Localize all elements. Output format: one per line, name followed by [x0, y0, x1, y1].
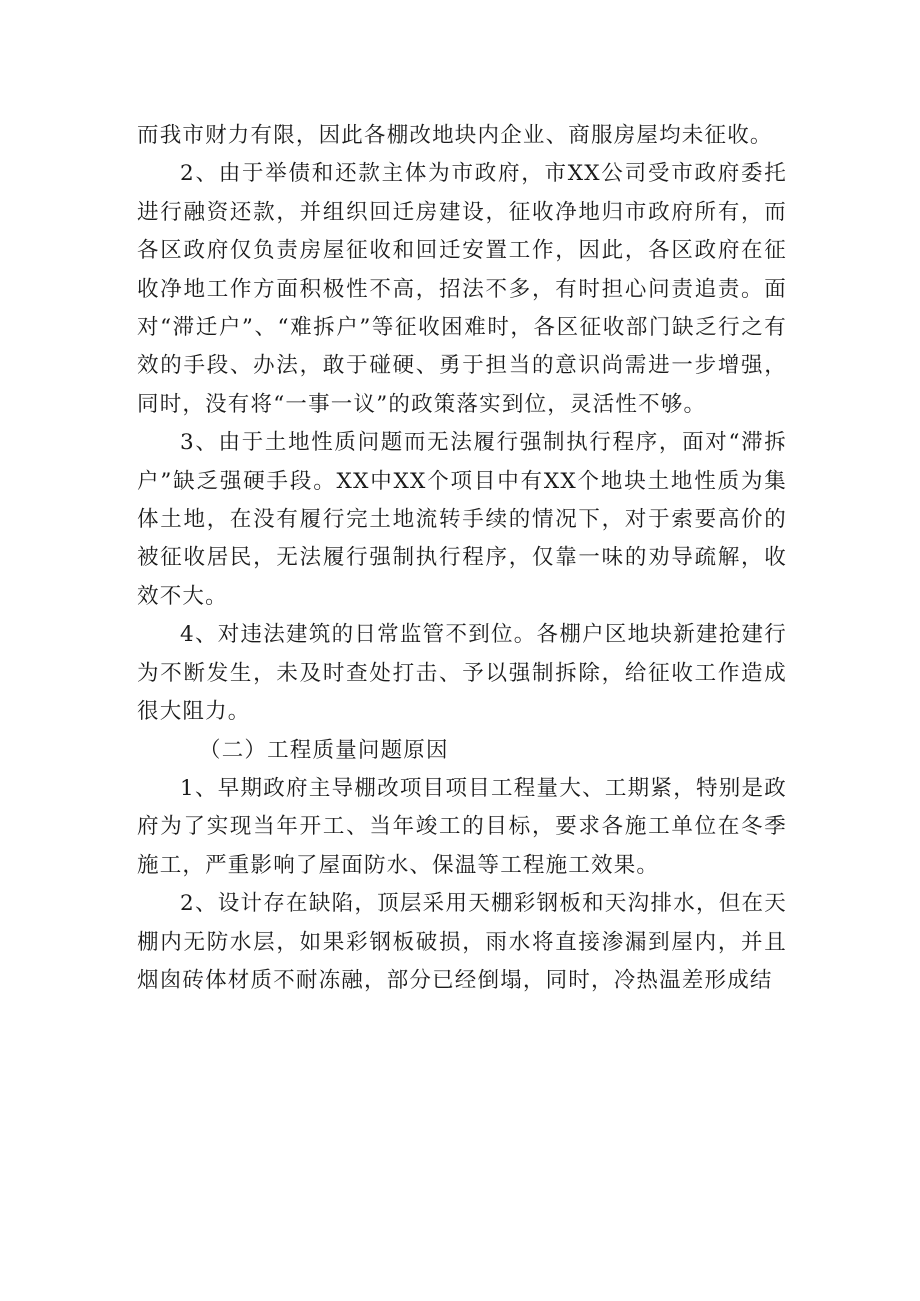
- paragraph-item-3: 3、由于土地性质问题而无法履行强制执行程序，面对“滞拆户”缺乏强硬手段。XX中XX个项目中有XX个地块土地性质为集体土地，在没有履行完土地流转手续的情况下，对于索要高价的被征收居民，无法履行强制执行程序，仅靠一味的劝导疏解，收效不大。: [137, 430, 787, 609]
- paragraph-item-2b: 2、设计存在缺陷，顶层采用天棚彩钢板和天沟排水，但在天棚内无防水层，如果彩钢板破损，雨水将直接渗漏到屋内，并且烟囱砖体材质不耐冻融，部分已经倒塌，同时，冷热温差形成结: [137, 891, 787, 993]
- paragraph-item-4: 4、对违法建筑的日常监管不到位。各棚户区地块新建抢建行为不断发生，未及时查处打击、予以强制拆除，给征收工作造成很大阻力。: [137, 622, 787, 725]
- paragraph-item-1: 1、早期政府主导棚改项目项目工程量大、工期紧，特别是政府为了实现当年开工、当年竣工的目标，要求各施工单位在冬季施工，严重影响了屋面防水、保温等工程施工效果。: [137, 775, 787, 878]
- paragraph-item-2: 2、由于举债和还款主体为市政府，市XX公司受市政府委托进行融资还款，并组织回迁房建设，征收净地归市政府所有，而各区政府仅负责房屋征收和回迁安置工作，因此，各区政府在征收净地工作方面积极性不高，招法不多，有时担心问责追责。面对“滞迁户”、“难拆户”等征收困难时，各区征收部门缺乏行之有效的手段、办法，敢于碰硬、勇于担当的意识尚需进一步增强，同时，没有将“一事一议”的政策落实到位，灵活性不够。: [137, 161, 787, 417]
- paragraph-continuation: 而我市财力有限，因此各棚改地块内企业、商服房屋均未征收。: [137, 123, 773, 148]
- section-heading: （二）工程质量问题原因: [199, 737, 449, 763]
- document-body: [137, 117, 787, 1000]
